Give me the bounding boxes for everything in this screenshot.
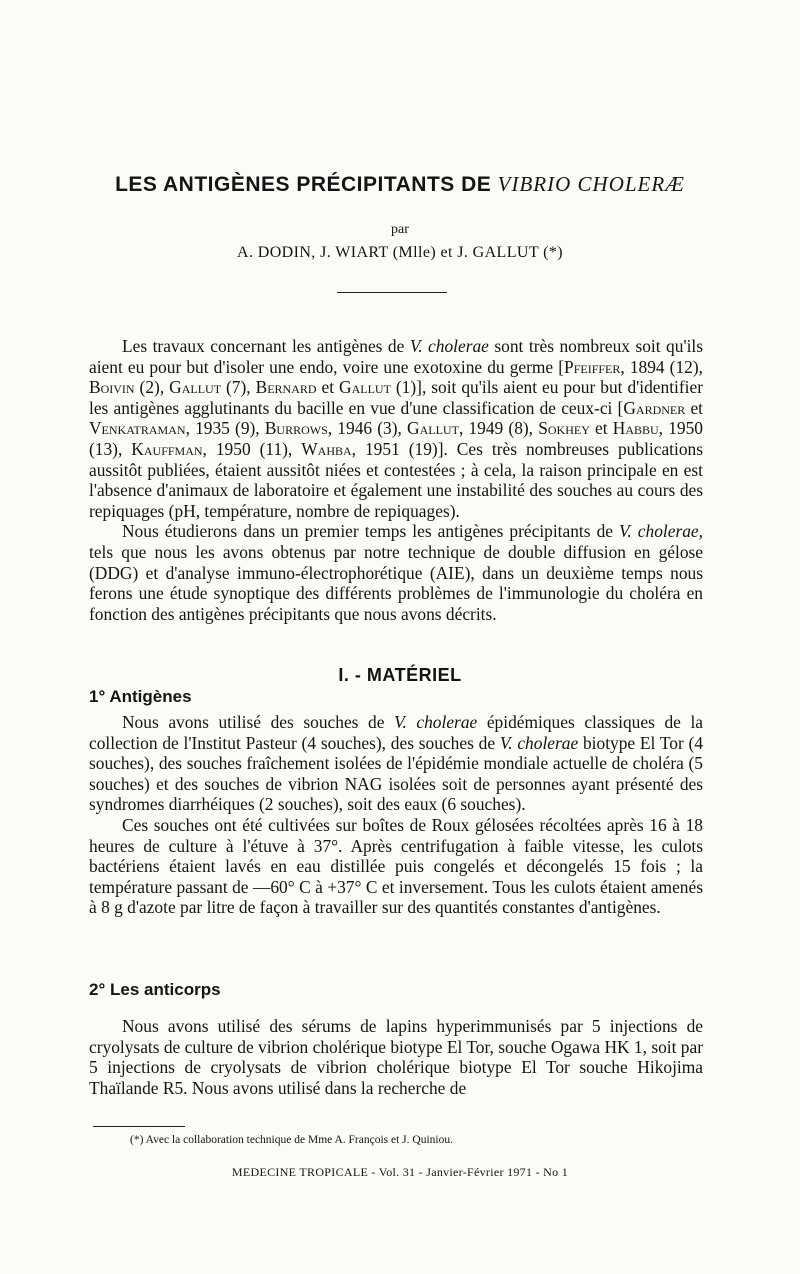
author-citation: Kauffman xyxy=(131,438,203,459)
author-citation: Burrows xyxy=(264,418,328,439)
section-label: MATÉRIEL xyxy=(366,665,462,685)
text-run: Ces souches ont été cultivées sur boîtes de Roux gélosées récoltées après 16 à 18 heures de culture à l'étuve à 37°. Après centrifugation à faible vitesse, les culots bactériens étaient lavés en eau distillée puis congelés et décongelés 15 fois ; la température passant de —60° C à +37° C et inversement. Tous les culots étaient amenés à 8 g d'azote par litre de façon à travailler sur des quantités constantes d'antigènes. xyxy=(89,814,703,918)
subheading-number: 2° xyxy=(89,980,106,999)
author-citation: Wahba xyxy=(301,438,352,459)
italic-run: V. cholerae, xyxy=(619,521,703,542)
text-run: (1)], soit qu'ils aient eu pour but d'identifier les antigènes agglutinants du bacille en vue d'une classification de ceux-ci [ xyxy=(89,377,704,418)
author-citation: Gallut xyxy=(169,377,222,398)
text-run: Nous avons utilisé des sérums de lapins hyperimmunisés par 5 injections de cryolysats de culture de vibrion cholérique biotype El Tor, souche Ogawa HK 1, soit par 5 injections de cryolysats de vibrion cholérique biotype El Tor souche Hikojima Thaïlande R5. Nous avons utilisé dans la recherche de xyxy=(89,1016,704,1098)
text-run: , 1950 (13), xyxy=(89,418,703,459)
intro-section xyxy=(89,336,703,624)
author-citation: Pfeiffer xyxy=(564,356,621,377)
title-divider xyxy=(337,292,447,293)
author-citation: Gallut xyxy=(407,418,459,439)
subheading-label: Les anticorps xyxy=(110,980,221,999)
footnote-divider xyxy=(93,1126,185,1127)
text-run: , 1894 (12), xyxy=(620,356,703,377)
text-run: épidémiques classiques de la collection de l'Institut Pasteur (4 souches), des souches de xyxy=(89,712,704,753)
text-run: sont très nombreux soit qu'ils aient eu pour but d'isoler une endo, voire une exotoxine du germe [ xyxy=(89,336,704,377)
text-run: biotype El Tor (4 souches), des souches fraîchement isolées de l'épidémie mondiale actuelle de choléra (5 souches) et des souches de vibrion NAG isolées soit de personnes ayant présenté des syndromes diarrhéiques (2 souches), soit des eaux (6 souches). xyxy=(89,732,704,815)
text-run: et xyxy=(685,397,703,418)
by-line: par xyxy=(391,222,409,237)
section-number: I. - xyxy=(338,665,362,685)
author-citation: Gardner xyxy=(623,397,686,418)
author-citation: Habbu xyxy=(612,418,659,439)
text-run: Nous avons utilisé des souches de xyxy=(122,712,395,732)
text-run: tels que nous les avons obtenus par notre technique de double diffusion en gélose (DDG) et d'analyse immuno-électrophorétique (AIE), dans un deuxième temps nous ferons une étude synoptique des différents problèmes de l'immunologie du choléra en fonction des antigènes précipitants que nous avons décrits. xyxy=(89,541,703,624)
author-citation: Sokhey xyxy=(538,418,590,439)
text-run: , 1949 (8), xyxy=(458,418,539,439)
article-title xyxy=(0,172,800,197)
text-run: , 1951 (19)]. Ces très nombreuses publications aussitôt publiées, étaient aussitôt niées et contestées ; à cela, la raison principale en est l'absence d'animaux de laboratoire et également une instabilité des souches au cours des repiquages (pH, température, nombre de repiquages). xyxy=(89,438,703,521)
subheading-number: 1° xyxy=(89,687,106,706)
subheading-label: Antigènes xyxy=(109,687,192,706)
text-run: (7), xyxy=(221,377,256,398)
author-citation: Bernard xyxy=(255,377,317,398)
text-run: et xyxy=(316,377,340,398)
italic-run: V. cholerae xyxy=(499,732,579,753)
author-citation: Boivin xyxy=(89,377,135,398)
footnote: (*) Avec la collaboration technique de Mme A. François et J. Quiniou. xyxy=(130,1134,453,1146)
text-run: Nous étudierons dans un premier temps les antigènes précipitants de xyxy=(122,521,620,542)
italic-run: V. cholerae xyxy=(394,712,478,732)
title-italic: VIBRIO CHOLERÆ xyxy=(497,172,685,196)
author-citation: Venkatraman xyxy=(89,418,186,439)
text-run: et xyxy=(589,418,613,439)
antigenes-paragraph-2 xyxy=(89,815,703,918)
text-run: (2), xyxy=(134,377,170,398)
author-citation: Gallut xyxy=(339,377,391,398)
intro-paragraph-2 xyxy=(89,521,703,624)
authors: A. DODIN, J. WIART (Mlle) et J. GALLUT (*) xyxy=(236,244,564,261)
anticorps-paragraph-1 xyxy=(89,1016,703,1098)
section-heading-materiel xyxy=(0,665,800,686)
italic-run: V. cholerae xyxy=(409,336,489,356)
antigenes-paragraph-1 xyxy=(89,712,703,815)
antigenes-section xyxy=(89,712,703,918)
title-main: LES ANTIGÈNES PRÉCIPITANTS DE xyxy=(115,173,492,196)
intro-paragraph-1 xyxy=(89,336,703,521)
subheading-anticorps xyxy=(89,980,221,1000)
text-run: , 1935 (9), xyxy=(185,418,265,439)
text-run: , 1950 (11), xyxy=(202,438,302,459)
journal-footer: MEDECINE TROPICALE - Vol. 31 - Janvier-Février 1971 - No 1 xyxy=(231,1165,569,1179)
subheading-antigenes xyxy=(89,687,192,707)
anticorps-section xyxy=(89,1016,703,1098)
text-run: , 1946 (3), xyxy=(327,418,408,439)
text-run: Les travaux concernant les antigènes de xyxy=(122,336,410,356)
